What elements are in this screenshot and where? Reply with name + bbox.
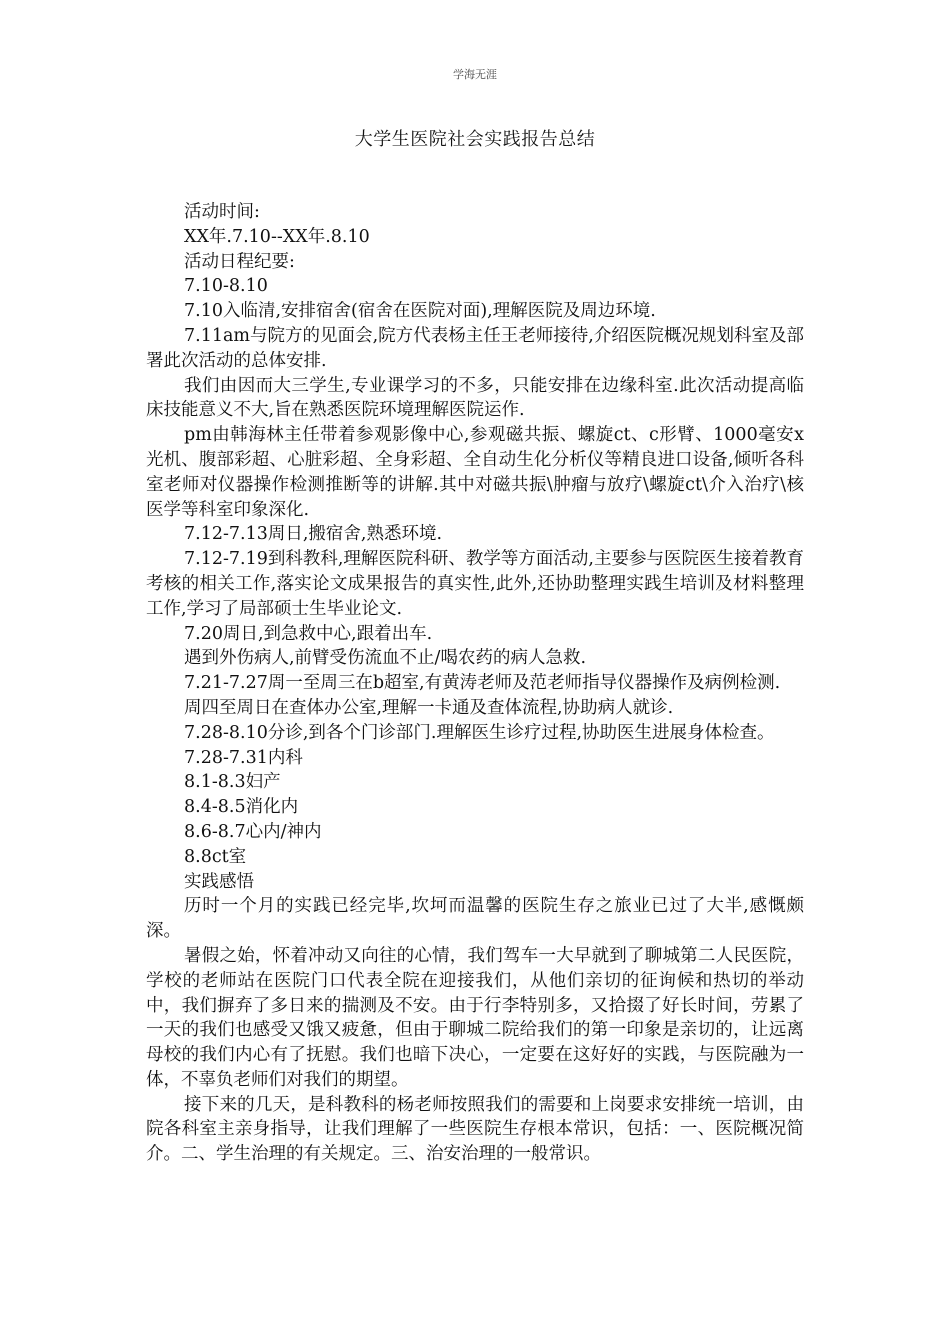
document-body [146, 200, 804, 1167]
paragraph: 遇到外伤病人,前臂受伤流血不止/喝农药的病人急救. [184, 648, 587, 669]
paragraph: 7.11am与院方的见面会,院方代表杨主任王老师接待,介绍医院概况规划科室及部署此次活动的总体安排. [146, 325, 804, 371]
paragraph: 8.8ct室 [184, 846, 247, 867]
section-heading: 实践感悟 [184, 871, 254, 892]
paragraph: 7.12-7.13周日,搬宿舍,熟悉环境. [184, 524, 443, 545]
paragraph: 历时一个月的实践已经完毕,坎坷而温馨的医院生存之旅业已过了大半,感慨颇深。 [146, 896, 804, 942]
paragraph: 8.1-8.3妇产 [184, 772, 281, 793]
paragraph: XX年.7.10--XX年.8.10 [184, 226, 370, 247]
paragraph: 7.28-7.31内科 [184, 747, 303, 768]
paragraph: 活动日程纪要: [184, 251, 295, 272]
paragraph: 8.6-8.7心内/神内 [184, 821, 322, 842]
document-title: 大学生医院社会实践报告总结 [354, 129, 596, 150]
paragraph: 8.4-8.5消化内 [184, 797, 299, 818]
page-header: 学海无涯 [453, 68, 497, 81]
paragraph: pm由韩海林主任带着参观影像中心,参观磁共振、螺旋ct、c形臂、1000毫安x光机、腹部彩超、心脏彩超、全身彩超、全自动生化分析仪等精良进口设备,倾听各科室老师对仪器操作检测推断等的讲解.其中对磁共振\肿瘤与放疗\螺旋ct\介入治疗\核医学等科室印象深化. [146, 425, 804, 520]
paragraph: 7.12-7.19到科教科,理解医院科研、教学等方面活动,主要参与医院医生接着教育考核的相关工作,落实论文成果报告的真实性,此外,还协助整理实践生培训及材料整理工作,学习了局部硕士生毕业论文. [146, 549, 804, 619]
paragraph: 周四至周日在查体办公室,理解一卡通及查体流程,协助病人就诊. [184, 697, 674, 718]
paragraph: 活动时间: [184, 202, 260, 222]
paragraph: 7.10入临清,安排宿舍(宿舍在医院对面),理解医院及周边环境. [184, 301, 656, 322]
paragraph: 我们由因而大三学生,专业课学习的不多，只能安排在边缘科室.此次活动提高临床技能意义不大,旨在熟悉医院环境理解医院运作. [146, 375, 804, 421]
paragraph: 7.20周日,到急救中心,跟着出车. [184, 623, 433, 644]
paragraph: 7.28-8.10分诊,到各个门诊部门.理解医生诊疗过程,协助医生进展身体检查。 [184, 722, 775, 743]
paragraph: 暑假之始，怀着冲动又向往的心情，我们驾车一大早就到了聊城第二人民医院，学校的老师站在医院门口代表全院在迎接我们，从他们亲切的征询候和热切的举动中，我们摒弃了多日来的揣测及不安。由于行李特别多，又拾掇了好长时间，劳累了一天的我们也感受又饿又疲惫，但由于聊城二院给我们的第一印象是亲切的，让远离母校的我们内心有了抚慰。我们也暗下决心，一定要在这好好的实践，与医院融为一体，不辜负老师们对我们的期望。 [146, 945, 804, 1090]
paragraph: 7.10-8.10 [184, 276, 268, 297]
paragraph: 7.21-7.27周一至周三在b超室,有黄涛老师及范老师指导仪器操作及病例检测. [184, 673, 781, 694]
paragraph: 接下来的几天，是科教科的杨老师按照我们的需要和上岗要求安排统一培训，由院各科室主亲身指导，让我们理解了一些医院生存根本常识，包括：一、医院概况简介。二、学生治理的有关规定。三、治安治理的一般常识。 [146, 1094, 804, 1165]
